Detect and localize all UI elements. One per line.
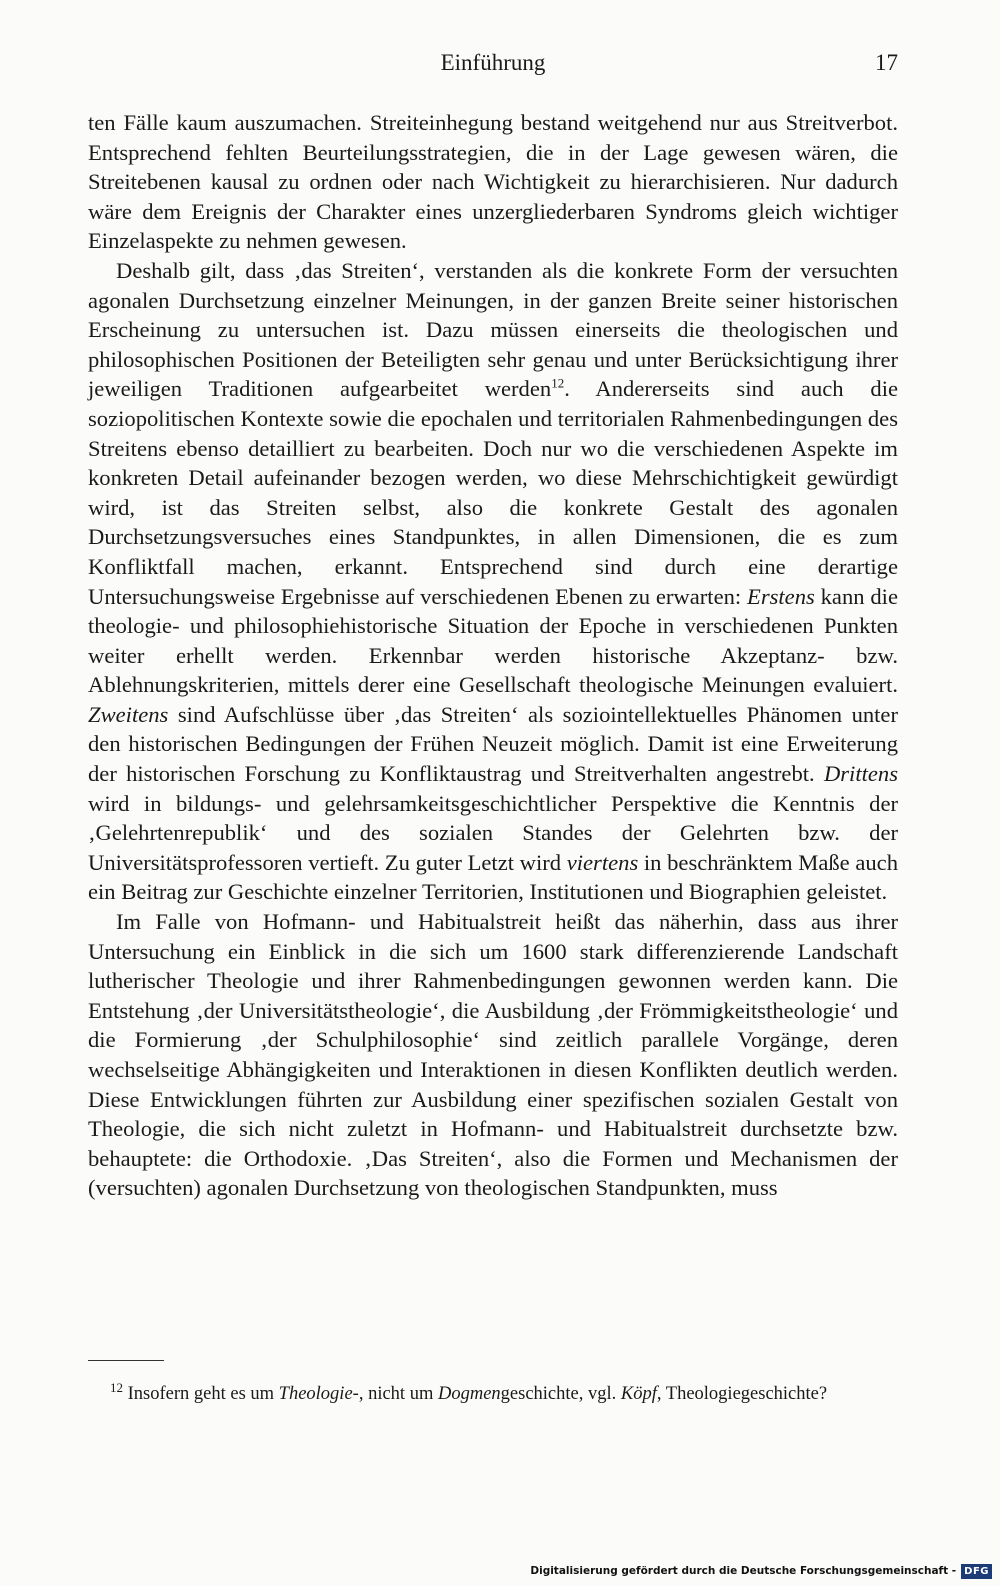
text-run: sind Aufschlüsse über ‚das Streiten‘ als soziointellektuelles Phänomen unter den historischen Bedingungen der Frühen Neuzeit möglich. Damit ist eine Erweiterung der historischen Forschung zu Konfliktaustrag und Streitverhalten angestrebt.: [88, 701, 898, 787]
italic-text: Köpf: [620, 1384, 657, 1404]
text-run: Insofern geht es um: [123, 1384, 279, 1404]
text-run: in beschränktem Maße auch ein Beitrag zur Geschichte einzelner Territorien, Institutionen und Biographien geleistet.: [88, 849, 898, 905]
footnote-marker: 12: [551, 375, 565, 391]
italic-text: Zweitens: [88, 701, 169, 727]
italic-text: viertens: [566, 849, 639, 875]
footnote-text: [88, 1381, 898, 1407]
italic-text: Theologie: [278, 1384, 353, 1404]
paragraph-3: [88, 907, 898, 1203]
footnote-12: [88, 1381, 898, 1407]
chapter-title: Einführung: [440, 50, 546, 75]
running-head: [88, 50, 898, 82]
paragraph-2: [88, 256, 898, 907]
text-run: ten Fälle kaum auszumachen. Streiteinhegung bestand weitgehend nur aus Streitverbot. Entsprechend fehlten Beurteilungsstrategien, die in der Lage gewesen wären, die Streitebenen kausal zu ordnen oder nach Wichtigkeit zu hierarchisieren. Nur dadurch wäre dem Ereignis der Charakter eines unzergliederbaren Syndroms gleich wichtiger Einzelaspekte zu nehmen gewesen.: [88, 110, 898, 254]
page-number: 17: [875, 50, 898, 75]
italic-text: Drittens: [823, 761, 898, 787]
footnote-marker: 12: [110, 1379, 123, 1395]
text-run: kann die theologie- und philosophiehistorische Situation der Epoche in verschiedenen Punkten weiter erhellt werden. Erkennbar werden historische Akzeptanz- bzw. Ablehnungskriterien, mittels derer eine Gesellschaft theologische Meinungen evaluiert.: [88, 583, 898, 698]
text-run: geschichte, vgl.: [500, 1384, 621, 1404]
footnote-divider: [88, 1360, 164, 1361]
text-run: Deshalb gilt, dass ‚das Streiten‘, verstanden als die konkrete Form der versuchten agonalen Durchsetzung einzelner Meinungen, in der ganzen Breite seiner historischen Erscheinung zu untersuchen ist. Dazu müssen einerseits die theologischen und philosophischen Positionen der Beteiligten sehr genau und unter Berücksichtigung ihrer jeweiligen Traditionen aufgearbeitet werden: [88, 257, 898, 402]
text-run: -, nicht um: [352, 1384, 438, 1404]
italic-text: Dogmen: [437, 1384, 501, 1404]
text-run: wird in bildungs- und gelehrsamkeitsgeschichtlicher Perspektive die Kenntnis der ‚Gelehrtenrepublik‘ und des sozialen Standes der Gelehrten bzw. der Universitätsprofessoren vertieft. Zu guter Letzt wird: [88, 790, 898, 875]
digitization-credit: [530, 1562, 992, 1580]
text-run: . Andererseits sind auch die soziopolitischen Kontexte sowie die epochalen und territorialen Rahmenbedingungen des Streitens ebenso detailliert zu bearbeiten. Doch nur wo die verschiedenen Aspekte im konkreten Detail aufeinander bezogen werden, wo diese Mehrschichtigkeit gewürdigt wird, ist das Streiten selbst, also die konkrete Gestalt des agonalen Durchsetzungsversuches eines Standpunktes, in allen Dimensionen, die es zum Konfliktfall machen, erkannt. Entsprechend sind durch eine derartige Untersuchungsweise Ergebnisse auf verschiedenen Ebenen zu erwarten:: [88, 376, 898, 609]
paragraph-1: [88, 108, 898, 256]
italic-text: Erstens: [747, 583, 815, 609]
body-text: [88, 108, 898, 1203]
text-run: Im Falle von Hofmann- und Habitualstreit heißt das näherhin, dass aus ihrer Untersuchung ein Einblick in die sich um 1600 stark differenzierende Landschaft lutherischer Theologie und ihrer Rahmenbedingungen gewonnen werden kann. Die Entstehung ‚der Universitätstheologie‘, die Ausbildung ‚der Frömmigkeitstheologie‘ und die Formierung ‚der Schulphilosophie‘ sind zeitlich parallele Vorgänge, deren wechselseitige Abhängigkeiten und Interaktionen in diesen Konflikten deutlich werden. Diese Entwicklungen führten zur Ausbildung einer spezifischen sozialen Gestalt von Theologie, die sich nicht zuletzt in Hofmann- und Habitualstreit durchsetzte bzw. behauptete: die Orthodoxie. ‚Das Streiten‘, also die Formen und Mechanismen der (versuchten) agonalen Durchsetzung von theologischen Standpunkten, muss: [88, 909, 898, 1201]
dfg-logo: DFG: [961, 1564, 992, 1579]
text-run: , Theologiegeschichte?: [656, 1384, 828, 1404]
digitization-note: Digitalisierung gefördert durch die Deutsche Forschungsgemeinschaft -: [530, 1565, 957, 1577]
